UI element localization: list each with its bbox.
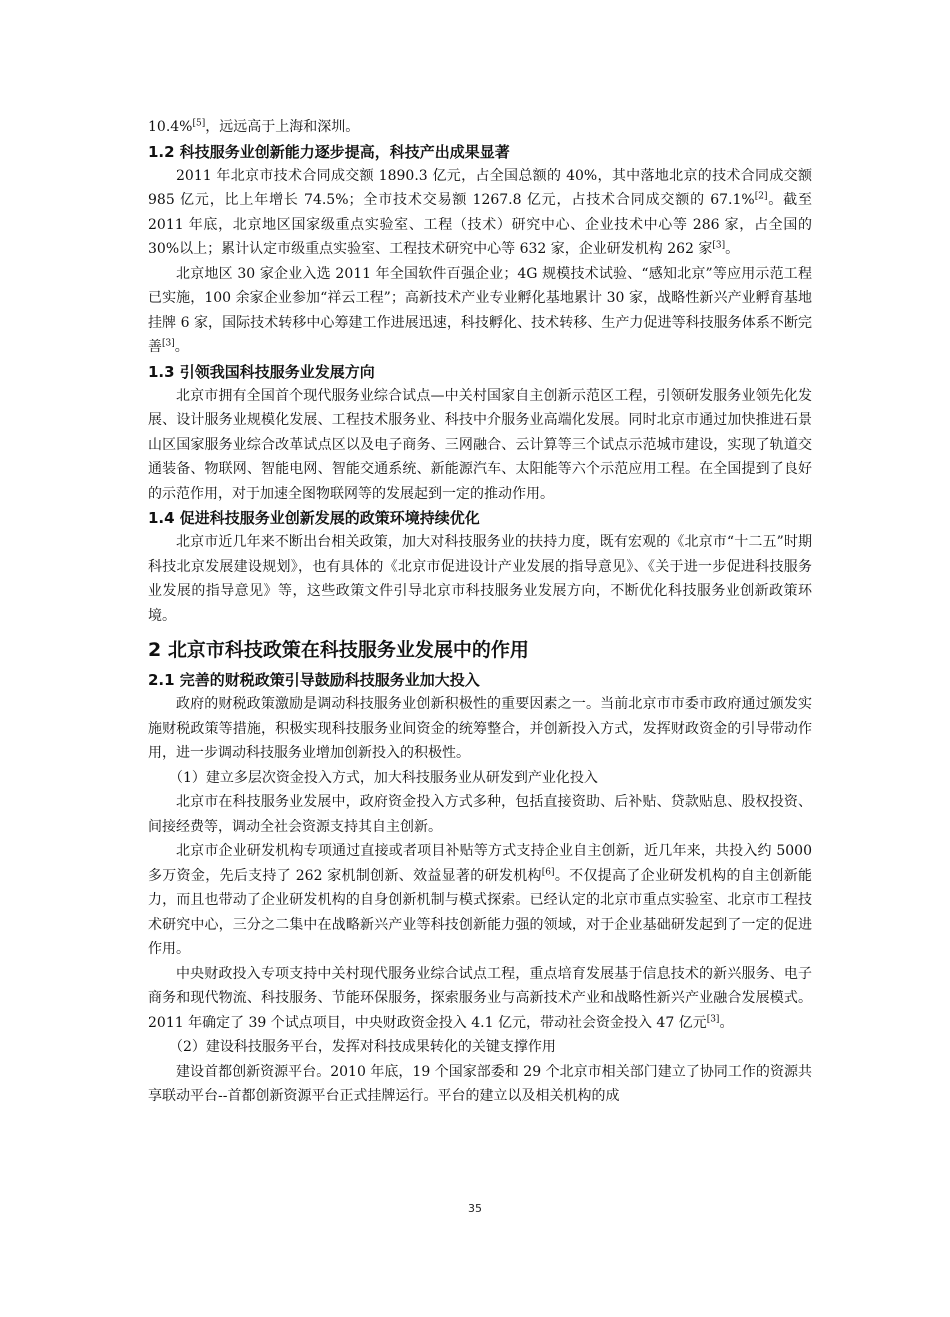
- section-heading-1-3: 1.3 引领我国科技服务业发展方向: [148, 362, 375, 381]
- text-span: 。截至 2011 年底，北京地区国家级重点实验室、工程（技术）研究中心、企业技术中心等 286 家，占全国的 30%以上；累计认定市级重点实验室、工程技术研究中心等 632 家，企业研发机构 262 家: [148, 192, 812, 257]
- paragraph-2-1-b: 北京市在科技服务业发展中，政府资金投入方式多种，包括直接资助、后补贴、贷款贴息、股权投资、间接经费等，调动全社会资源支持其自主创新。: [148, 794, 812, 835]
- subheading-2-1-1: （1）建立多层次资金投入方式，加大科技服务业从研发到产业化投入: [169, 769, 598, 786]
- paragraph-2-1-a: 政府的财税政策激励是调动科技服务业创新积极性的重要因素之一。当前北京市市委市政府通过颁发实施财税政策等措施，积极实现科技服务业间资金的统筹整合，并创新投入方式，发挥财政资金的引导带动作用，进一步调动科技服务业增加创新投入的积极性。: [148, 696, 812, 761]
- text-span: 。: [174, 339, 189, 355]
- citation-ref: [2]: [754, 191, 768, 202]
- citation-ref: [5]: [192, 118, 206, 129]
- paragraph-1-4: 北京市近几年来不断出台相关政策，加大对科技服务业的扶持力度，既有宏观的《北京市“十二五”时期科技北京发展建设规划》，也有具体的《北京市促进设计产业发展的指导意见》、《关于进一步促进科技服务业发展的指导意见》等，这些政策文件引导北京市科技服务业发展方向，不断优化科技服务业创新政策环境。: [148, 534, 812, 624]
- chapter-heading-2: 2 北京市科技政策在科技服务业发展中的作用: [148, 639, 529, 661]
- citation-ref: [3]: [706, 1013, 720, 1024]
- paragraph-1-2-b: [148, 262, 812, 360]
- text-span: 。: [725, 241, 740, 257]
- text-span: 北京地区 30 家企业入选 2011 年全国软件百强企业；4G 规模技术试验、“感知北京”等应用示范工程已实施，100 余家企业参加“祥云工程”；高新技术产业专业孵化基地累计 30 家，战略性新兴产业孵育基地挂牌 6 家，国际技术转移中心筹建工作进展迅速，科技孵化、技术转移、生产力促进等科技服务体系不断完善: [148, 265, 812, 355]
- section-heading-1-4: 1.4 促进科技服务业创新发展的政策环境持续优化: [148, 509, 480, 527]
- paragraph-1-1-tail: [148, 115, 812, 140]
- paragraph-1-3: 北京市拥有全国首个现代服务业综合试点—中关村国家自主创新示范区工程，引领研发服务业领先化发展、设计服务业规模化发展、工程技术服务业、科技中介服务业高端化发展。同时北京市通过加快推进石景山区国家服务业综合改革试点区以及电子商务、三网融合、云计算等三个试点示范城市建设，实现了轨道交通装备、物联网、智能电网、智能交通系统、新能源汽车、太阳能等六个示范应用工程。在全国提到了良好的示范作用，对于加速全图物联网等的发展起到一定的推动作用。: [148, 387, 812, 502]
- citation-ref: [3]: [162, 338, 175, 349]
- citation-ref: [6]: [541, 866, 555, 877]
- document-body: [148, 115, 812, 1109]
- text-span: ，远远高于上海和深圳。: [205, 119, 360, 135]
- text-span: 2011 年北京市技术合同成交额 1890.3 亿元，占全国总额的 40%，其中落地北京的技术合同成交额 985 亿元，比上年增长 74.5%；全市技术交易额 1267.8 亿元，占技术合同成交额的 67.1%: [148, 167, 812, 208]
- subheading-2-1-2: （2）建设科技服务平台，发挥对科技成果转化的关键支撑作用: [169, 1039, 556, 1055]
- citation-ref: [3]: [712, 240, 726, 251]
- text-span: 。不仅提高了企业研发机构的自主创新能力，而且也带动了企业研发机构的自身创新机制与模式探索。已经认定的北京市重点实验室、北京市工程技术研究中心，三分之二集中在战略新兴产业等科技创新能力强的领域，对于企业基础研发起到了一定的促进作用。: [148, 867, 812, 957]
- paragraph-2-1-c: [148, 839, 812, 962]
- text-span: 中央财政投入专项支持中关村现代服务业综合试点工程，重点培育发展基于信息技术的新兴服务、电子商务和现代物流、科技服务、节能环保服务，探索服务业与高新技术产业和战略性新兴产业融合发展模式。2011 年确定了 39 个试点项目，中央财政资金投入 4.1 亿元，带动社会资金投入 47 亿元: [148, 965, 812, 1031]
- paragraph-1-2-a: [148, 164, 812, 262]
- text-span: 。: [719, 1014, 734, 1031]
- page-number: 35: [468, 1202, 482, 1215]
- paragraph-2-1-e: 建设首都创新资源平台。2010 年底，19 个国家部委和 29 个北京市相关部门建立了协同工作的资源共享联动平台--首都创新资源平台正式挂牌运行。平台的建立以及相关机构的成: [148, 1063, 812, 1104]
- text-span: 10.4%: [148, 119, 193, 135]
- section-heading-1-2: 1.2 科技服务业创新能力逐步提高，科技产出成果显著: [148, 142, 510, 161]
- text-span: 北京市企业研发机构专项通过直接或者项目补贴等方式支持企业自主创新，近几年来，共投入约 5000 多万资金，先后支持了 262 家机制创新、效益显著的研发机构: [148, 843, 812, 884]
- section-heading-2-1: 2.1 完善的财税政策引导鼓励科技服务业加大投入: [148, 671, 480, 689]
- paragraph-2-1-d: [148, 962, 812, 1036]
